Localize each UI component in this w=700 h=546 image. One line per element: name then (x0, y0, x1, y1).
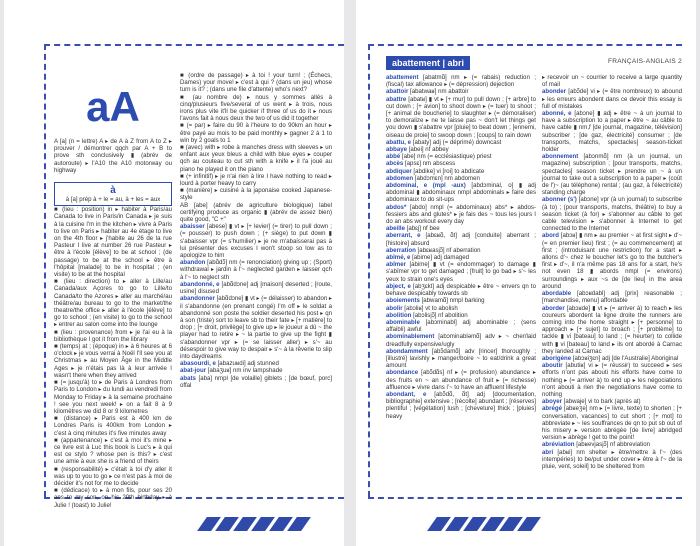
dictionary-entry: abréviation [abʁevjasjɔ̃] nf abbreviation (542, 441, 650, 449)
dictionary-entry: aboyer [abwaje] vi to bark (après at) (542, 398, 641, 406)
dictionary-entry: abîmé, e [abime] adj damaged (386, 254, 469, 262)
dictionary-entry: ■ (au nombre de) ▸ nous y sommes allés à cinq/plusieurs five/several of us went ▸ à trois, nous irons plus vite it'll be quicker if three of us do it ▸ nous l'avons fait à nous deux the two of us did it together (180, 93, 332, 123)
bottom-dashed-border (368, 497, 682, 499)
right-column-2 (542, 74, 682, 470)
dictionary-entry: abattoir [abatwaʁ] nm abattoir (386, 88, 469, 96)
dictionary-entry: ■ (temps) at ; (époque) in ▸ à 6 heures at 6 o'clock ▸ je vous verrai à Noël I'll see you at Christmas ▸ au Moyen Âge in the Middle Ages ▸ je n'étais pas là à leur arrivée I wasn't there when they arrived (54, 343, 172, 379)
dictionary-entry: abat-jour [abaʒuʁ] nm inv lampshade (180, 367, 283, 375)
page-section-label: FRANÇAIS-ANGLAIS 2 (607, 58, 682, 65)
stripe-decoration (202, 517, 306, 531)
entry-ab: AB [abe] (abrév de agriculture biologique) label certifying produce as organic ▮ (abrév de assez bien) quite good, "C +" (180, 201, 332, 224)
right-column-1 (386, 74, 536, 420)
dictionary-entry: abandonné, e [abɑ̃dɔne] adj [maison] deserted ; [route, usine] disused (180, 280, 332, 296)
dictionary-entry: ■ (= jusqu'à) to ▸ de Paris à Londres from Paris to London ▸ du lundi au vendredi from Monday to Friday ▸ à la semaine prochaine ! see you next week! ▸ on a fait 8 à 9 kilomètres we did 8 or 9 kilometres (54, 379, 172, 415)
dictionary-entry: abrégé [abʁeʒe] nm ▸ (= livre, texte) to shorten ; [+ conversation, vacances] to cut short ; [+ mot] to abbreviate ▸ ~ les souffrances de qn to put sb out of his misery ▸ version abrégée [de livre] abridged version ▸ abrège ! get to the point! (542, 405, 682, 442)
dictionary-entry: ■ (responsabilité) ▸ c'était à toi d'y aller it was up to you to go ▸ ce n'est pas à moi de décider it's not for me to decide (54, 465, 172, 487)
dictionary-entry: abaisser [abese] ▮ vt ▸ [+ levier] (= tirer) to pull down ; (= pousser) to push down ; (+ siège) to put down ▮ s'abaisser vpr (= s'humilier) ▸ je ne m'abaisserai pas à lui présenter des excuses I won't stoop so low as to apologize to him (180, 223, 332, 260)
dictionary-entry: abdomen [abdɔmɛn] nm abdomen (386, 174, 480, 182)
right-page (356, 0, 696, 546)
dictionary-entry: abandonner [abɑ̃dɔne] ▮ vt ▸ (= délaisser) to abandon ▸ il s'abandonne (en prenant congé) I'm off ▸ le soldat a abandonné son poste the soldier deserted his post ▸ qn à son (triste) sort to leave sb to their fate ▸ [+ matière] to drop ; [+ droit, privilège] to give up ▸ le joueur a dû ~ the player had to retire ▸ ~ la partie to give up the fight ▮ s'abandonner vpr ▸ (= se laisser aller) ▸ s'~ au désespoir to give way to despair ▸ s'~ à la rêverie to slip into daydreams (180, 295, 332, 360)
dictionary-entry: abbaye [abei] nf abbey (386, 146, 449, 154)
dictionary-entry: abdominal, e (mpl -aux) [abdɔminal, o] ▮ adj abdominal ▮ abdominaux nmpl abdominals ▸ faire des abdominaux to do sit-ups (386, 182, 536, 204)
side-dashed-border (368, 44, 370, 497)
guide-words: abattement | abri (386, 56, 470, 70)
top-dashed-border (44, 44, 344, 46)
dictionary-entry: abondant, e [abɔ̃dɑ̃, ɑ̃t] adj [documentation, bibliographie] extensive ; [récolte] abundant ; [réserves] plentiful ; [végétation] lush ; [chevelure] thick ; [pluies] heavy (386, 390, 537, 420)
stripe-decoration (432, 517, 536, 531)
dictionary-entry: abri [abʁi] nm shelter ▸ être/mettre à l'~ (des intempéries) to be/put under cover ▸ être à l'~ de la pluie, vent, soleil] to be sheltered from (542, 448, 682, 470)
entry-a-intro: A [a] (n = lettre) A ▸ de A à Z from A to Z ▸ prouver / démontrer qqch par A + B to prove sth conclusively ▮ (abrév de autoroute) ▸ l'A10 the A10 motorway ou highway (54, 138, 172, 174)
dictionary-entry: aboutir [abutiʁ] vi ▸ (= réussir) to succeed ▸ ses efforts n'ont pas abouti his efforts have come to nothing ▸ (= arriver à) to end up ▸ les négociations n'ont abouti à rien the negotiations have come to nothing (542, 362, 682, 398)
dictionary-entry: abdiquer [abdike] vi [roi] to abdicate (386, 167, 485, 175)
left-col2-entries (180, 72, 332, 202)
dictionary-entry: ■ (dédicace) to ▸ à mon fils, pour ses 20 ans to my son, on his 20th birthday ▸ à Julie ! (toast) to Julie! (54, 487, 172, 509)
dictionary-entry: abolition [abɔlisjɔ̃] nf abolition (386, 311, 468, 319)
left-page (4, 0, 344, 546)
dictionary-entry: ■ (lieu : position) in ▸ habiter à Paris/au Canada to live in Paris/in Canada ▸ je suis à la cuisine I'm in the kitchen ▸ vivre à Paris to live on Paris ▸ habiter au 4e étage to live on the 4th floor ▸ j'habite au 26 de la rue Pasteur I live at number 26 rue Pasteur ▸ être à l'école [élève] to be at school ; (de passage) to be at the school ▸ être à l'hôpital [malade] to be in hospital ; (en visite) to be at the hospital (54, 206, 172, 279)
entry-box-a (54, 182, 172, 206)
dictionary-entry: abonnement [abɔnmɑ̃] nm (à un journal, un magazine) subscription ; [pour transports, matchs, spectacles] season ticket ▸ prendre un ~ à un journal to take out a subscription to a paper ▸ (coût de l')~ (au téléphone) rental ; (au gaz, à l'électricité) standing charge (542, 153, 682, 197)
dictionary-entry: abattu, e [abaty] adj (= déprimé) downcast (386, 138, 502, 146)
box-subtitle: à [a] prép à + le = au, à + les = aux (65, 196, 161, 204)
dictionary-entry: abject, e [abʒɛkt] adj despicable ▸ être ~ envers qn to behave despicably towards sb (386, 282, 536, 298)
dictionary-entry: abordable [abɔʁdabl] adj [prix] reasonable ; [marchandise, menu] affordable (542, 290, 682, 305)
dictionary-entry: ■ (ordre de passage) ▸ à toi ! your turn! ; (Échecs, Dames) your move! ▸ c'est à qui ? (dans un jeu) whose turn is it? ; (dans une file d'attente) who's next? (180, 72, 332, 94)
dictionary-entry: abcès [apsɛ] nm abscess (386, 160, 456, 168)
dictionary-entry: aborder [abɔʁde] ▮ vt ▸ (= arriver à) to reach ▸ les coureurs abordent la ligne droite the runners are coming into the home straight ▸ [+ personne] to approach ▸ [+ sujet] to broach ; [+ problème] to tackle ▮ vi [bateau] to land ; (= heurter) to collide with ▮ vi [bateau] to land ▸ ils ont abordé à Carnac they landed at Carnac (542, 304, 682, 355)
running-header (386, 56, 682, 70)
dictionary-entry: abattement [abatmɑ̃] nm ▸ (= rabais) reduction ; (fiscal) tax allowance ▸ (= dépression) dejection (386, 74, 536, 89)
top-dashed-border (368, 44, 682, 46)
left-col2-more-entries (180, 223, 332, 389)
dictionary-entry: ■ (lieu : provenance) from ▸ je l'ai eu à la bibliothèque I got it from the library (54, 328, 172, 343)
dictionary-entry: abominablement [abɔminabləmɑ̃] adv ▸ ~ cher/laid dreadfully expensive/ugly (386, 333, 536, 348)
dictionary-entry: ■ (appartenance) ▸ c'est à moi it's mine ▸ ce livre est à Luc this book is Luc's ▸ à qui est ce stylo ? whose pen is this? ▸ c'est une amie à eux she is a friend of theirs (54, 436, 172, 466)
dictionary-entry: abominable [abɔminabl] adj abominable ; (sens affaibli) awful (386, 318, 536, 334)
dictionary-entry: abonder [abɔ̃de] vi ▸ (= être nombreux) to abound ▸ les erreurs abondent dans ce devoir this essay is full of mistakes (542, 88, 682, 110)
left-column-2 (180, 72, 332, 389)
dictionary-entry: aboiements [abwamɑ̃] nmpl barking (386, 297, 485, 305)
dictionary-entry: abonner (s') [abɔne] vpr (à un journal) to subscribe (à to) ; (pour transports, matchs, théâtre) to buy a season ticket (à for) ▸ s'abonner au câble to get cable television ▸ s'abonner à Internet to get connected to the Internet (542, 196, 682, 233)
dictionary-entry: aberration [abɛʁasjɔ̃] nf aberration (386, 246, 481, 254)
section-letter: aA (86, 83, 140, 130)
dictionary-entry: abbé [abe] nm (= ecclésiastique) priest (386, 153, 492, 161)
dictionary-entry: ▸ recevoir un ~ courrier to receive a large quantity of mail (542, 74, 682, 89)
dictionary-entry: ■ (lieu : direction) to ▸ aller à Lille/au Canada/aux Açores to go to Lille/to Canada/to the Azores ▸ aller au marché/au théâtre/au bureau to go to the market/the theatre/the office ▸ aller à l'école [élève] to go to school ; (en visite) to go to the school ▸ entrer au salon come into the lounge (54, 278, 172, 329)
dictionary-entry: ■ (avec) with ▸ robe à manches dress with sleeves ▸ un enfant aux yeux bleus a child with blue eyes ▸ couper qch au couteau to cut sth with a knife ▸ il l'a joué au piano he played it on the piano (180, 144, 332, 173)
dictionary-entry: abondamment [abɔ̃damɑ̃] adv [rincer] thoroughly ; [illustré] lavishly ▸ manger/boire ~ to eat/drink a great amount (386, 347, 536, 370)
dictionary-entry: abdos* [abdo] nmpl (= abdominaux) abs* ▸ abdos-fessiers abs and glutes* ▸ je fais des ~ tous les jours I do an abs workout every day (386, 203, 536, 226)
dictionary-entry: abord [abɔʁ] ▮ nm ▸ au premier ~ at first sight ▸ d'~ (= en premier lieu) first ; (= au commencement) at first ; (introduisant une restriction) for a start ▸ allons d'~ chez le boucher let's go to the butcher's first ▸ d'~, il n'a même pas 18 ans for a start, he's not even 18 ▮ abords nmpl (= environs) surroundings ▸ aux ~s de [de lieu] in the area around (542, 232, 682, 290)
box-title: à (110, 185, 116, 197)
dictionary-entry: abîmer [abime] ▮ vt (= endommager) to damage ▮ s'abîmer vpr to get damaged ; [fruit] to go bad ▸ s'~ les yeux to strain one's eyes (386, 261, 536, 283)
dictionary-entry: abondance [abɔ̃dɑ̃s] nf ▸ (= profusion) abundance ▸ des fruits en ~ an abundance of fruit ▸ (= richesse) affluence ▸ vivre dans l'~ to have an affluent lifestyle (386, 369, 536, 391)
dictionary-entry: abattre [abatʁ] ▮ vt ▸ [+ mur] to pull down ; [+ arbre] to cut down ; [+ avion] to shoot down ▸ (= tuer) to shoot ; [+ animal de boucherie] to slaughter ▸ (= démoraliser) to demoralize ▸ ne te laisse pas ~ don't let things get you down ▮ s'abattre vpr [pluie] to beat down ; [ennemi, oiseau de proie] to swoop down ; [coups] to rain down (386, 95, 536, 139)
dictionary-entry: abandon [abɑ̃dɔ̃] nm (= renonciation) giving up ; (Sport) withdrawal ▸ jardin à l'~ neglected garden ▸ laisser qch à l'~ to neglect sth (180, 259, 332, 281)
left-column-1 (54, 72, 172, 509)
dictionary-entry: abasourdi, e [abazuʁdi] adj stunned (180, 360, 279, 368)
dictionary-entry: aborigène [abɔʁiʒɛn] adj [de l'Australie] Aboriginal (542, 354, 679, 362)
left-col1-entries (54, 206, 172, 509)
side-dashed-border (44, 44, 46, 497)
dictionary-entry: ■ (= par) ▸ faire du 90 à l'heure to do 90km an hour ▸ être payé au mois to be paid monthly ▸ gagner 2 à 1 to win by 2 goals to 1 (180, 122, 332, 144)
dictionary-entry: abolir [abɔliʁ] vt to abolish (386, 304, 458, 312)
dictionary-entry: abats [aba] nmpl [de volaille] giblets ; [de bœuf, porc] offal (180, 374, 332, 389)
dictionary-entry: abeille [abɛj] nf bee (386, 225, 440, 233)
dictionary-entry: abonné, e [abɔne] ▮ adj ▸ être ~ à un journal to have a subscription to a paper ▸ être ~ au câble to have cable ▮ nm,f [de journal, magazine, télévision] subscriber ; [de gaz, électricité] consumer ; [de transports, matchs, spectacles] season-ticket holder (542, 110, 682, 154)
dictionary-entry: ■ (manière) ▸ cuisiné à la japonaise cooked Japanese-style (180, 187, 332, 202)
dictionary-entry: aberrant, e [abɛʁɑ̃, ɑ̃t] adj [conduite] aberrant ; [histoire] absurd (386, 232, 536, 247)
dictionary-entry: ■ (distance) ▸ Paris est à 400 km de Londres Paris is 400km from London ▸ c'est à cinq minutes it's five minutes away (54, 415, 172, 437)
right-col2-entries (542, 74, 682, 470)
right-col1-entries (386, 74, 536, 420)
dictionary-entry: ■ (+ infinitif) ▸ je n'ai rien à lire I have nothing to read ▸ lourd à porter heavy to carry (180, 172, 332, 188)
